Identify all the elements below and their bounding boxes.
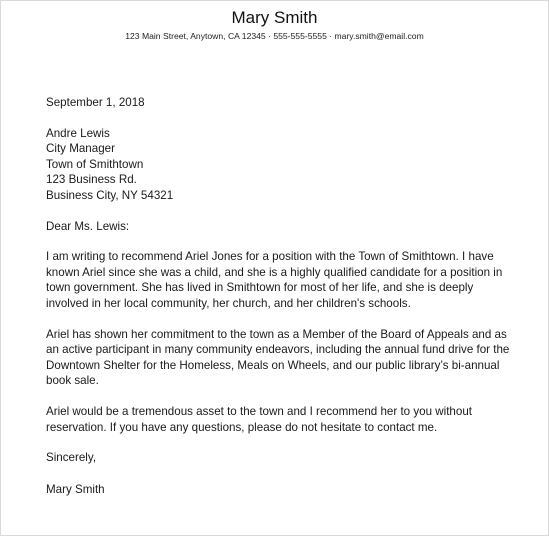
signature-name: Mary Smith	[46, 483, 105, 496]
salutation: Dear Ms. Lewis:	[46, 219, 130, 233]
recipient-name: Andre Lewis	[46, 126, 110, 140]
sender-name: Mary Smith	[231, 8, 318, 27]
body-paragraph-3: Ariel would be a tremendous asset to the town and I recommend her to you without reservation. If you have any questions, please do not hesitate to contact me.	[46, 404, 472, 434]
recipient-street: 123 Business Rd.	[46, 173, 137, 187]
sender-contact-line: 123 Main Street, Anytown, CA 12345 · 555-555-5555 · mary.smith@email.com	[125, 31, 424, 41]
body-paragraph-1: I am writing to recommend Ariel Jones for a position with the Town of Smithtown. I have known Ariel since she was a child, and she is a highly qualified candidate for a position in town government. She has lived in Smithtown for most of her life, and she is deeply involved in her local community, her church, and her children's schools.	[46, 250, 503, 310]
closing: Sincerely,	[46, 451, 97, 465]
letter-date: September 1, 2018	[46, 96, 145, 109]
recipient-city-state-zip: Business City, NY 54321	[46, 188, 174, 202]
recipient-organization: Town of Smithtown	[46, 157, 144, 171]
recipient-title: City Manager	[46, 142, 115, 156]
recipient-address-block	[46, 126, 516, 204]
body-paragraph-2: Ariel has shown her commitment to the town as a Member of the Board of Appeals and as an active participant in many community endeavors, including the annual fund drive for the Downtown Shelter for the Homeless, Meals on Wheels, and our public library’s bi-annual book sale.	[46, 327, 510, 388]
letterhead	[1, 7, 548, 42]
letter-body	[46, 95, 516, 466]
